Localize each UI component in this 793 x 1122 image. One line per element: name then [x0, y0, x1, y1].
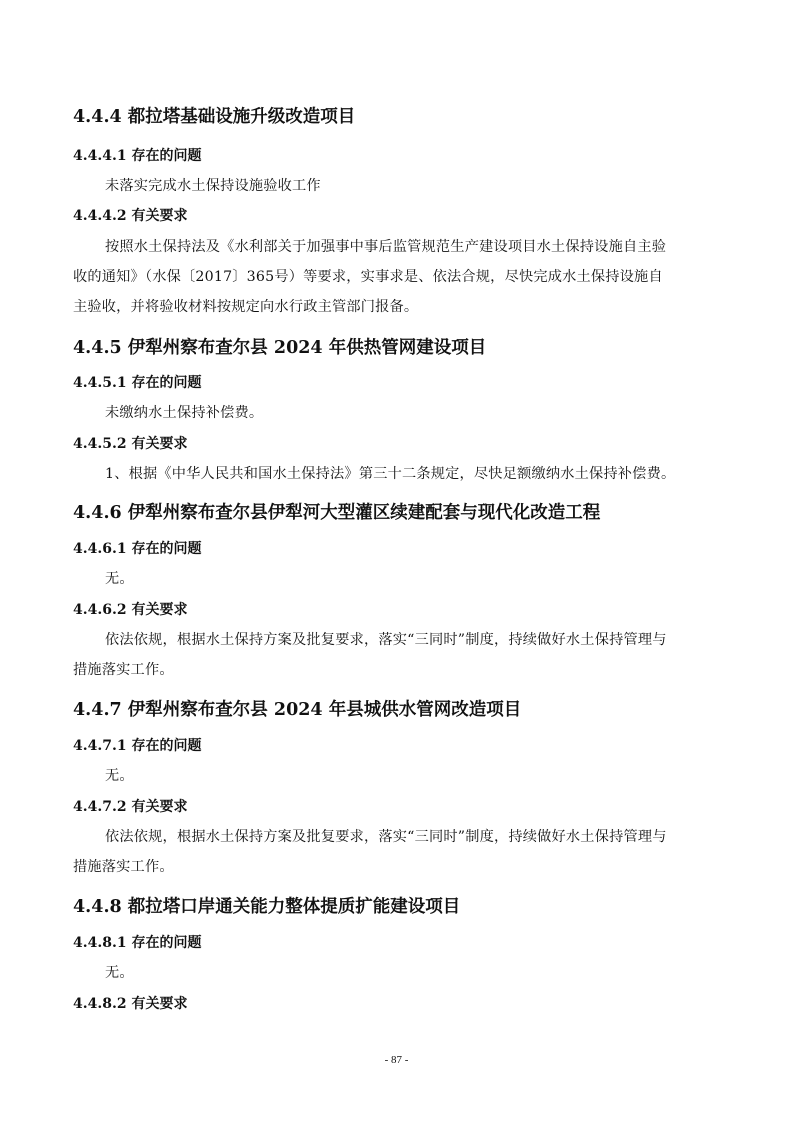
- problem-text: 无。: [105, 965, 134, 981]
- subsection-heading-requirement: 4.4.4.2 有关要求: [73, 208, 188, 224]
- subsection-heading-requirement: 4.4.5.2 有关要求: [73, 436, 188, 452]
- requirement-line: 依法依规，根据水土保持方案及批复要求，落实“三同时”制度，持续做好水土保持管理与: [105, 829, 667, 845]
- section-heading-4-4-5: 4.4.5 伊犁州察布查尔县 2024 年供热管网建设项目: [73, 338, 487, 358]
- requirement-line: 措施落实工作。: [73, 859, 174, 875]
- section-heading-4-4-4: 4.4.4 都拉塔基础设施升级改造项目: [73, 107, 356, 127]
- problem-text: 未落实完成水土保持设施验收工作: [105, 178, 321, 194]
- subsection-heading-problem: 4.4.6.1 存在的问题: [73, 541, 202, 557]
- requirement-line: 主验收，并将验收材料按规定向水行政主管部门报备。: [73, 299, 419, 315]
- page-number: - 87 -: [384, 1054, 409, 1066]
- subsection-heading-problem: 4.4.7.1 存在的问题: [73, 738, 202, 754]
- requirement-line: 措施落实工作。: [73, 662, 174, 678]
- section-heading-4-4-6: 4.4.6 伊犁州察布查尔县伊犁河大型灌区续建配套与现代化改造工程: [73, 503, 601, 523]
- requirement-line: 收的通知》（水保〔2017〕365号）等要求，实事求是、依法合规，尽快完成水土保持设施自: [73, 269, 663, 285]
- subsection-heading-requirement: 4.4.7.2 有关要求: [73, 799, 188, 815]
- requirement-line: 按照水土保持法及《水利部关于加强事中事后监管规范生产建设项目水土保持设施自主验: [105, 239, 667, 255]
- section-heading-4-4-7: 4.4.7 伊犁州察布查尔县 2024 年县城供水管网改造项目: [73, 700, 522, 720]
- subsection-heading-problem: 4.4.5.1 存在的问题: [73, 375, 202, 391]
- subsection-heading-problem: 4.4.8.1 存在的问题: [73, 935, 202, 951]
- subsection-heading-requirement: 4.4.8.2 有关要求: [73, 996, 188, 1012]
- subsection-heading-problem: 4.4.4.1 存在的问题: [73, 148, 202, 164]
- requirement-line: 依法依规，根据水土保持方案及批复要求，落实“三同时”制度，持续做好水土保持管理与: [105, 632, 667, 648]
- section-heading-4-4-8: 4.4.8 都拉塔口岸通关能力整体提质扩能建设项目: [73, 897, 461, 917]
- problem-text: 无。: [105, 768, 134, 784]
- problem-text: 无。: [105, 571, 134, 587]
- requirement-line: 1、根据《中华人民共和国水土保持法》第三十二条规定，尽快足额缴纳水土保持补偿费。: [105, 466, 676, 482]
- subsection-heading-requirement: 4.4.6.2 有关要求: [73, 602, 188, 618]
- problem-text: 未缴纳水土保持补偿费。: [105, 405, 264, 421]
